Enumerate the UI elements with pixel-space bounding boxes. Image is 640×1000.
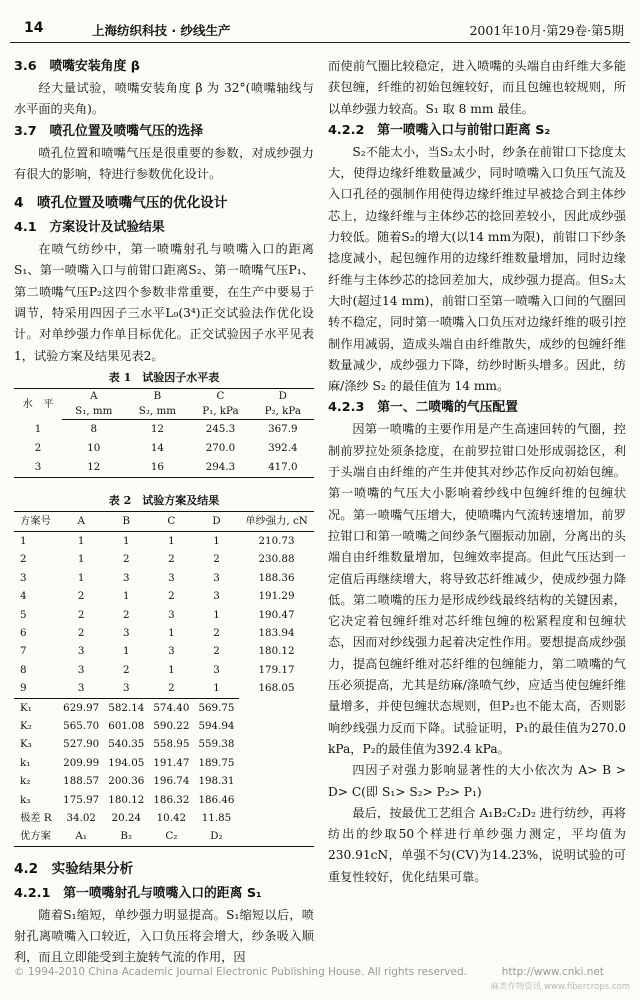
table-2-caption: 表 2 试验方案及结果 [108, 493, 220, 507]
table-cell: 367.9 [268, 422, 298, 435]
table-cell: 1 [213, 682, 220, 695]
table-cell: 11.85 [201, 812, 232, 825]
table-cell: 1 [213, 608, 220, 621]
table-cell: 527.90 [63, 738, 100, 751]
factor-unit: P₁, kPa [189, 404, 251, 420]
factor-level-table [14, 388, 314, 478]
trial-results-header-row [14, 511, 314, 531]
stat-row [14, 698, 314, 717]
trial-results-table [14, 511, 314, 847]
table-cell: 180.12 [258, 645, 295, 658]
section-3-7-heading: 3.7 喷孔位置及喷嘴气压的选择 [14, 123, 204, 139]
table-cell: 8 [90, 422, 98, 435]
table-cell: C₂ [165, 830, 178, 843]
table-cell: 4 [20, 590, 27, 603]
table-1-caption: 表 1 试验因子水平表 [108, 370, 220, 384]
trial-row [14, 531, 314, 550]
table-cell: 1 [34, 422, 42, 435]
table-cell: k₂ [20, 775, 31, 788]
section-4-2-2-text: S₂不能太小，当S₂太小时，纱条在前钳口下捻度太大，使得边缘纤维数量减少，同时喷嘴入口负压气流及入口孔径的强制作用使得边缘纤维过早被捻合到主体纱芯上，边缘纤维与主体纱芯的捻回差较小，因此成纱强力较低。随着S₂的增大(以14 mm为限)，前钳口下纱条捻度减小，起包缠作用的边缘纤维数量增加，同时边缘纤维与主体纱芯的捻回差加大，成纱强力提高。但S₂太大时(超过14 mm)，前钳口至第一喷嘴入口间的气圈回转不稳定，同时第一喷嘴入口负压对边缘纤维的吸引控制作用减弱，造成头端自由纤维散失，成纱的包缠纤维数量减少，成纱强力下降，纺纱时断头增多。因此，纺麻/涤纱 S₂ 的最佳值为 14 mm。 [328, 144, 626, 394]
table-cell: K₂ [20, 720, 32, 733]
table-cell: 194.05 [108, 756, 145, 769]
table-cell: 1 [77, 534, 85, 547]
table-cell: 270.0 [205, 441, 236, 454]
table-cell: 3 [34, 460, 42, 473]
section-4-heading: 4 喷孔位置及喷嘴气压的优化设计 [14, 195, 228, 212]
table-cell: D₂ [210, 830, 223, 843]
level-header: 水 平 [22, 397, 54, 410]
table-cell: 175.97 [63, 793, 100, 806]
table-cell: 191.29 [258, 590, 295, 603]
table-cell: 3 [168, 571, 175, 584]
table-cell: 极差 R [20, 812, 52, 825]
table-cell: 601.08 [108, 720, 145, 733]
table-cell: K₁ [14, 698, 59, 717]
issue-info: 2001年10月·第29卷·第5期 [469, 23, 624, 38]
factor-header: D [278, 389, 287, 402]
table-cell: 3 [77, 682, 85, 695]
table-cell: 180.12 [108, 793, 145, 806]
table-cell: 16 [150, 460, 164, 473]
table-cell: 558.95 [153, 738, 190, 751]
table-cell: 2 [213, 627, 220, 639]
table-cell: 417.0 [268, 460, 298, 473]
table-cell: 186.46 [198, 793, 235, 806]
table-cell: 629.97 [59, 698, 104, 717]
table-cell: 179.17 [258, 663, 295, 676]
table-cell: A₁ [75, 830, 87, 843]
conclusion-paragraph: 最后，按最优工艺组合 A₁B₂C₂D₂ 进行纺纱，再将纺出的纱取50个样进行单纱强力测定，平均值为230.91cN，单强不匀(CV)为14.23%，说明试验的可重复性较好，优化结果可靠。 [328, 805, 626, 884]
watermark: 麻类作物资讯 www.fibercrops.com [490, 982, 630, 992]
table-cell: k₃ [20, 793, 31, 806]
table-cell: 198.31 [198, 775, 235, 788]
table-cell: 191.47 [153, 756, 190, 769]
table-cell: 1 [123, 534, 130, 547]
trial-row [14, 624, 314, 642]
table-cell: 12 [150, 422, 164, 435]
table-cell: 2 [213, 645, 220, 658]
factor-header: C [216, 389, 225, 402]
table-cell: 10.42 [156, 812, 187, 825]
section-3-6-text: 经大量试验，喷嘴安装角度 β 为 32°(喷嘴轴线与水平面的夹角)。 [14, 81, 314, 117]
table-cell: K₃ [20, 738, 32, 751]
section-4-2-heading: 4.2 实验结果分析 [14, 860, 134, 877]
section-4-1-text: 在喷气纺纱中，第一喷嘴射孔与喷嘴入口的距离S₁、第一喷嘴入口与前钳口距离S₂、第一喷嘴气压P₁、第二喷嘴气压P₂这四个参数非常重要，在生产中要易于调节，特采用四因子三水平L₉(3⁴)正交试验法作优化设计。对单纱强力作单目标优化。正交试验因子水平见表1，试验方案及结果见表2。 [14, 242, 314, 363]
section-3-7-text: 喷孔位置和喷嘴气压是很重要的参数，对成纱强力有很大的影响，特进行参数优化设计。 [14, 145, 314, 181]
table-cell: 10 [87, 441, 101, 454]
table-cell: 1 [20, 534, 27, 547]
trial-row [14, 661, 314, 679]
table-cell: 2 [123, 608, 130, 621]
table-cell: 582.14 [104, 698, 149, 717]
column-header: A [59, 511, 104, 531]
page-footer [14, 966, 626, 978]
table-cell: 9 [20, 682, 27, 695]
table-cell: 189.75 [198, 756, 235, 769]
left-column [14, 56, 314, 969]
trial-row [14, 569, 314, 587]
table-cell: 210.73 [258, 534, 295, 547]
stat-row [14, 809, 314, 827]
table-cell: 188.36 [258, 571, 295, 584]
column-header: B [104, 511, 149, 531]
table-cell: 2 [77, 627, 85, 639]
table-cell: 3 [20, 571, 27, 584]
factor-level-rows [14, 419, 314, 477]
factor-unit: S₁, mm [62, 404, 126, 420]
table-cell: 183.94 [258, 627, 295, 639]
table-cell: 6 [20, 627, 27, 639]
cnki-link[interactable]: http://www.cnki.net [501, 966, 604, 978]
table-cell: 209.99 [63, 756, 100, 769]
table-cell: 168.05 [258, 682, 295, 695]
table-cell: 590.22 [153, 720, 190, 733]
section-4-2-3-text: 因第一喷嘴的主要作用是产生高速回转的气圈，控制前罗拉处须条捻度，在前罗拉钳口处形成弱捻区，利于头端自由纤维的产生并使其对纱芯作反向初始包缠。第一喷嘴的气压大小影响着纱线中包缠纤维的包缠状况。第一喷嘴气压增大，使喷嘴内气流转速增加，前罗拉钳口和第一喷嘴之间纱条气圈振动加剧，分离出的头端自由纤维数量增加，包缠效率提高。但此气压达到一定值后再继续增大，将导致芯纤维减少，使成纱强力降低。第二喷嘴的压力是形成纱线最终结构的关键因素，它决定着包缠纤维对芯纤维包缠的松紧程度和包缠状态，因而对纱线强力起着决定性作用。要想提高成纱强力，提高包缠纤维对芯纤维的包缠能力，第二喷嘴的气压必须提高，尤其是纺麻/涤喷气纱，应适当使包缠纤维量增多，并使包缠状态规则，但P₂也不能太高，否则影响纱线强力反而下降。试验证明，P₁的最佳值为270.0 kPa，P₂的最佳值为392.4 kPa。 [328, 422, 626, 756]
table-cell: 2 [20, 553, 27, 566]
table-cell: B₂ [120, 830, 133, 843]
section-4-1-heading: 4.1 方案设计及试验结果 [14, 220, 165, 236]
table-cell: 2 [168, 553, 175, 566]
table-cell: 1 [168, 627, 175, 639]
table-cell: 1 [123, 645, 130, 658]
table-cell: 569.75 [194, 698, 239, 717]
table-cell: 1 [123, 590, 130, 603]
factor-unit: S₂, mm [126, 404, 190, 420]
trial-results-rows [14, 531, 314, 846]
table-cell: k₁ [20, 756, 31, 769]
table-cell: 2 [77, 608, 85, 621]
table-cell: 3 [213, 571, 220, 584]
table-cell: 3 [168, 608, 175, 621]
running-header [10, 18, 630, 43]
table-cell: 3 [123, 571, 130, 584]
table-cell: 574.40 [149, 698, 194, 717]
journal-name: 上海纺织科技 · 纱线生产 [92, 23, 231, 38]
table-cell: 3 [123, 682, 130, 695]
trial-row [14, 587, 314, 605]
table-cell: 2 [168, 590, 175, 603]
table-cell: 1 [77, 553, 85, 566]
table-cell: 559.38 [198, 738, 235, 751]
stat-row [14, 735, 314, 753]
table-cell: 3 [213, 663, 220, 676]
table-cell: 3 [168, 645, 175, 658]
table-cell: 20.24 [111, 812, 142, 825]
stat-row [14, 754, 314, 772]
section-3-6-heading: 3.6 喷嘴安装角度 β [14, 59, 140, 74]
factor-level-row [14, 419, 314, 439]
section-4-2-3-heading: 4.2.3 第一、二喷嘴的气压配置 [328, 400, 518, 416]
table-cell: 1 [77, 571, 85, 584]
page-number: 14 [24, 20, 44, 36]
table-cell: 34.02 [66, 812, 96, 825]
table-cell: 190.47 [258, 608, 295, 621]
table-cell: 14 [150, 441, 164, 454]
table-cell: 7 [20, 645, 27, 658]
table-cell: 200.36 [108, 775, 145, 788]
column-header: D [194, 511, 239, 531]
table-cell: 188.57 [63, 775, 100, 788]
table-cell: 2 [123, 663, 130, 676]
continued-paragraph: 而使前气圈比较稳定，进入喷嘴的头端自由纤维大多能获包缠，纤维的初始包缠较好，而且包缠也较规则，所以单纱强力较高。S₁ 取 8 mm 最佳。 [328, 59, 626, 116]
trial-row [14, 550, 314, 568]
table-cell: 2 [34, 441, 42, 454]
stat-row [14, 791, 314, 809]
table-cell: 294.3 [205, 460, 236, 473]
table-cell: 196.74 [153, 775, 190, 788]
copyright-notice: © 1994-2010 China Academic Journal Electronic Publishing House. All rights reserved. [14, 966, 467, 978]
table-cell: 5 [20, 608, 27, 621]
column-header: C [149, 511, 194, 531]
table-cell: 3 [77, 645, 85, 658]
table-cell: 1 [168, 663, 175, 676]
table-cell: 优方案 [20, 830, 51, 843]
table-cell: 12 [87, 460, 101, 473]
stat-row [14, 717, 314, 735]
stat-row [14, 772, 314, 790]
table-cell: 2 [123, 553, 130, 566]
column-header: 单纱强力, cN [239, 511, 314, 531]
factor-significance-order: 四因子对强力影响显著性的大小依次为 A> B > D> C(即 S₁> S₂> P₂> P₁) [328, 763, 626, 799]
trial-row [14, 679, 314, 698]
factor-header: A [90, 389, 98, 402]
stat-row [14, 827, 314, 846]
table-cell: 3 [77, 663, 85, 676]
table-cell: 245.3 [205, 422, 236, 435]
column-header: 方案号 [14, 511, 59, 531]
factor-header: B [153, 389, 162, 402]
section-4-2-2-heading: 4.2.2 第一喷嘴入口与前钳口距离 S₂ [328, 122, 551, 138]
table-cell: 186.32 [153, 793, 190, 806]
right-column [328, 56, 626, 888]
table-cell: 1 [213, 534, 220, 547]
trial-row [14, 642, 314, 660]
table-cell: 8 [20, 663, 27, 676]
table-cell: 2 [213, 553, 220, 566]
table-cell: 392.4 [268, 441, 298, 454]
factor-level-row [14, 439, 314, 458]
table-cell: 1 [168, 534, 175, 547]
table-cell: 3 [213, 590, 220, 603]
section-4-2-1-text: 随着S₁缩短，单纱强力明显提高。S₁缩短以后，喷射孔离喷嘴入口较近，入口负压将会增大，纱条吸入顺利，而且立即能受到主旋转气流的作用，因 [14, 907, 314, 965]
table-cell: 2 [168, 682, 175, 695]
table-cell: 594.94 [198, 720, 235, 733]
table-cell: 565.70 [63, 720, 100, 733]
section-4-2-1-heading: 4.2.1 第一喷嘴射孔与喷嘴入口的距离 S₁ [14, 885, 262, 901]
table-cell: 3 [123, 627, 130, 639]
table-cell: 540.35 [108, 738, 145, 751]
factor-level-row [14, 458, 314, 478]
table-cell: 2 [77, 590, 85, 603]
factor-unit: P₂, kPa [252, 404, 314, 420]
trial-row [14, 606, 314, 624]
table-cell: 230.88 [258, 553, 295, 566]
